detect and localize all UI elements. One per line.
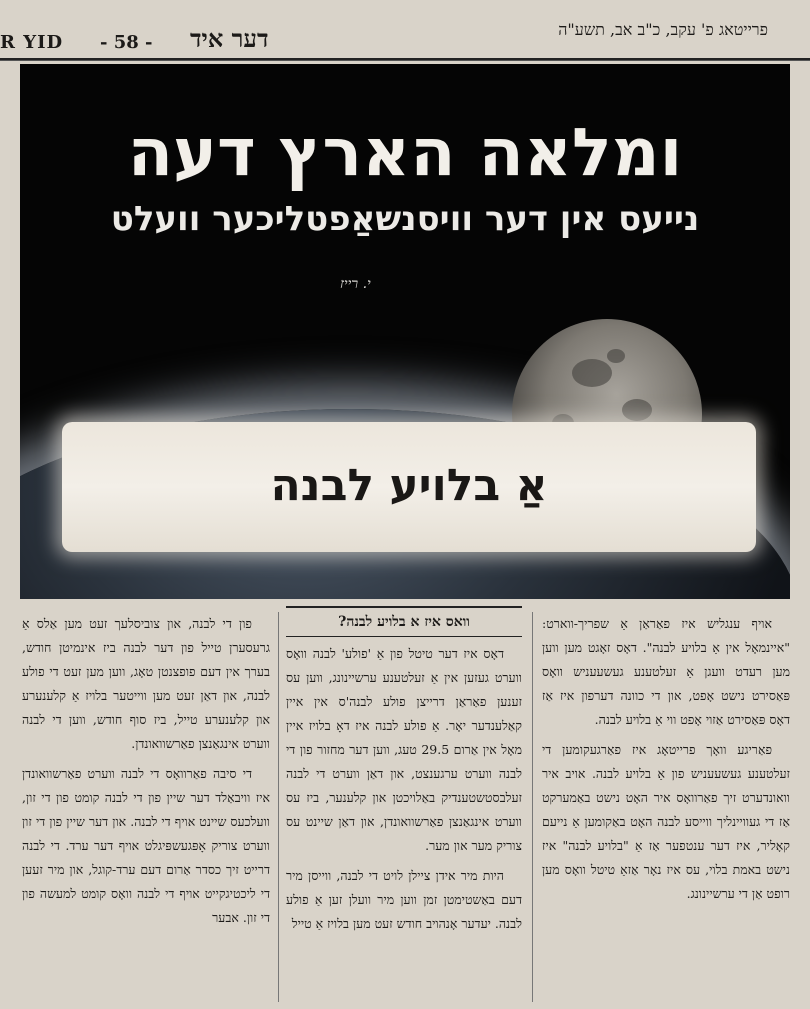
page-number: - 58 -	[100, 32, 153, 53]
paragraph: די סיבה פאַרוואָס די לבנה ווערט פאַרשוואונדן איז וויבאַלד דער שיין פון די לבנה קומט פון די זון, וועלכעס שיינט אויף די לבנה. און דער שיין פון די זון ווערט צוריק אָפּגעשפּיגלט אויף דער ערד. די לבנה דרייט זיך כסדר אַרום דעם ערד-קוגל, און מיר זעען די ליכטיגקייט אויף די לבנה וואָס קומט למעשה פון די זון. אבער	[22, 766, 270, 925]
byline: י. רייז	[340, 276, 371, 292]
article-column-middle	[286, 642, 522, 942]
paragraph: פאַריגע וואָך פרייטאָג איז פאַרגעקומען די זעלטענע געשעעניש פון אַ בלויע לבנה. אויב איר וואונדערט זיך פאַרוואָס איר האָט נישט באַמערקט אַז די געוויינליך ווייסע לבנה האָט באַקומען אַ נייעם קאָליר, איז דער ענטפער אַז אַ "בלויע לבנה" איז נישט באמת בלוי, עס איז נאָר אַזאַ טיטל וואָס מען רופט אַן די ערשיינונג.	[542, 742, 790, 901]
header-paper-name: דער איד	[190, 24, 269, 53]
column-divider	[532, 612, 533, 1002]
feature-title: ומלאה הארץ דעה	[127, 114, 683, 191]
feature-photo	[20, 64, 790, 599]
header-date: פרייטאג פ' עקב, כ"ב אב, תשע"ה	[558, 20, 768, 39]
article-column-right	[542, 612, 790, 912]
paragraph: היות מיר אידן ציילן לויט די לבנה, ווייסן מיר דעם באַשטימטן זמן ווען מיר וועלן זען אַ פולע לבנה. יעדער אָנהויב חודש זעט מען בלויז אַ טייל	[286, 868, 522, 931]
headline-banner	[62, 422, 756, 552]
article-column-left	[22, 612, 270, 936]
paragraph: דאָס איז דער טיטל פון אַ 'פולע' לבנה וואָס ווערט געזען אין אַ זעלטענע ערשיינונג, ווען עס זענען פאַראַן דרייצן פולע לבנה'ס אין איין קאַלענדער יאָר. אַ פולע לבנה איז דאָ בלויז איין מאָל אין אַרום 29.5 טעג, ווען דער מחזור פון די לבנה ווערט ערגענצט, און דאַן ווערט די לבנה זעלבסטשטענדיק באַלויכטן און קלענער, ביז עס ווערט אינגאַנצן פאַרשוואונדן, און דאַן שיינט עס צוריק מער און מער.	[286, 646, 522, 853]
column-divider	[278, 612, 279, 1002]
header-paper-english: R YID	[0, 32, 64, 53]
page-header	[0, 18, 810, 60]
article-headline: אַ בלויע לבנה	[270, 460, 548, 511]
paragraph: פון די לבנה, און צוביסלעך זעט מען אַלס אַ גרעסערן טייל פון דער לבנה ביז אינמיטן חודש, בערך אין דעם פופצנטן טאָג, ווען מען זעט די פולע לבנה, און דאַן זעט מען ווייטער בלויז אַ קלענערע און קלענערע טייל, ביז סוף חודש, ווען די לבנה ווערט אינגאַנצן פאַרשוואונדן.	[22, 616, 270, 751]
paragraph: אויף ענגליש איז פאַראַן אַ שפריך-ווארט: "איינמאָל אין אַ בלויע לבנה". דאָס זאָגט מען ווען מען רעדט וועגן אַ זעלטענע געשעעניש וואָס פּאַסירט נישט אָפט, און די כוונה דערפון איז אַז דאָס פּאַסירט אַזוי אָפט ווי אַ בלויע לבנה.	[542, 616, 790, 727]
header-rule	[0, 60, 810, 61]
article-subhead: וואס איז א בלויע לבנה?	[286, 606, 522, 637]
feature-subtitle: נייעס אין דער וויסנשאַפטליכער וועלט	[110, 199, 700, 239]
